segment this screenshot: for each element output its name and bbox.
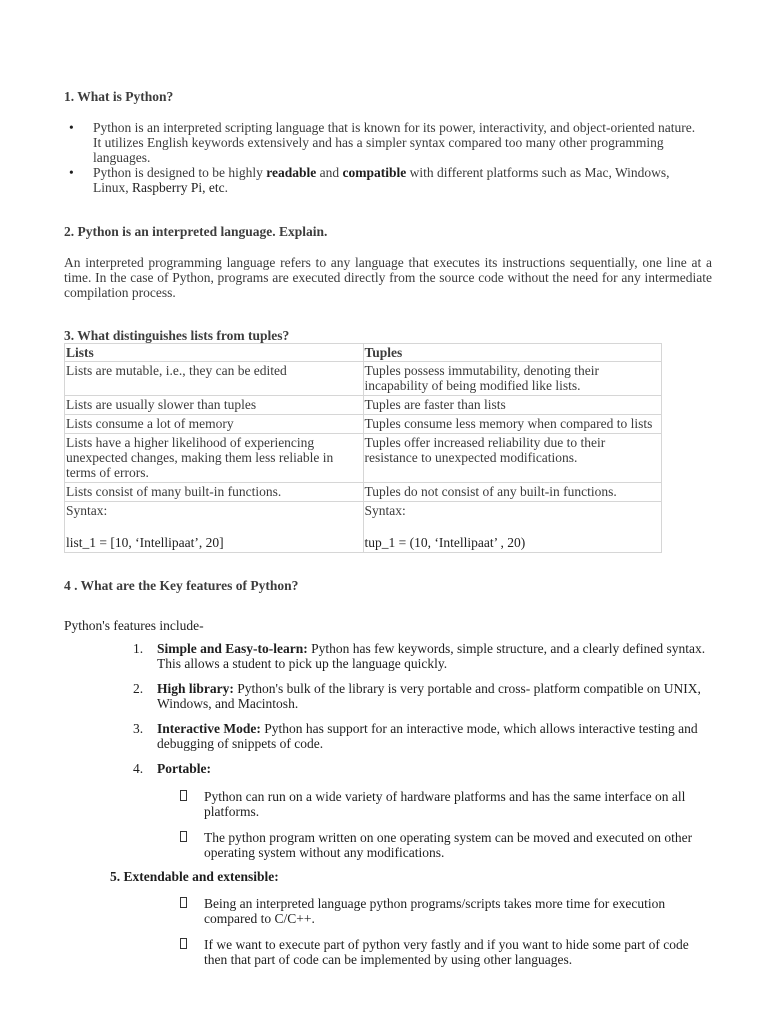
q1-bullet-2-and: and (316, 165, 343, 180)
feature-title: Simple and Easy-to-learn: (157, 641, 308, 656)
q1-bullet-1 (64, 120, 704, 165)
q1-heading: 1. What is Python? (64, 89, 174, 104)
checkbox-glyph-icon (180, 897, 187, 908)
feature-text: Python's bulk of the library is very portable and cross- platform compatible on UNIX, Windows, and Macintosh. (157, 681, 701, 711)
bullet-icon: • (69, 120, 74, 135)
extend-point-text: If we want to execute part of python very fastly and if you want to hide some part of code then that part of code can be implemented by using other languages. (204, 937, 689, 967)
feature-number: 1. (133, 641, 144, 656)
tuple-syntax-code: tup_1 = (10, ‘Intellipaat’ , 20) (364, 535, 526, 550)
feature-item-1 (124, 641, 714, 671)
extend-point-1 (180, 896, 710, 926)
list-syntax-cell (65, 502, 364, 553)
syntax-label: Syntax: (66, 503, 108, 518)
extendable-heading: 5. Extendable and extensible: (110, 869, 279, 884)
table-row (65, 396, 662, 415)
portable-point-text: The python program written on one operating system can be moved and executed on other operating system without any modifications. (204, 830, 693, 860)
table-row-syntax (65, 502, 662, 553)
lists-vs-tuples-table (64, 343, 662, 553)
col-header-lists: Lists (65, 344, 364, 362)
features-list (124, 641, 714, 786)
q4-intro: Python's features include- (64, 618, 204, 633)
col-header-tuples: Tuples (363, 344, 662, 362)
table-row (65, 415, 662, 434)
bullet-icon: • (69, 165, 74, 180)
tuple-syntax-cell (363, 502, 662, 553)
q4-heading: 4 . What are the Key features of Python? (64, 578, 299, 593)
table-row (65, 483, 662, 502)
checkbox-glyph-icon (180, 790, 187, 801)
q1-bullet-2-platforms: with different platforms such as Mac, Windows, Linux, (93, 165, 670, 195)
table-cell: Tuples are faster than lists (363, 396, 662, 415)
portable-point-1 (180, 789, 710, 819)
feature-text: Python has support for an interactive mode, which allows interactive testing and debugging of snippets of code. (157, 721, 698, 751)
q3-heading: 3. What distinguishes lists from tuples? (64, 328, 290, 343)
feature-number: 4. (133, 761, 144, 776)
feature-title: Portable: (157, 761, 211, 776)
table-cell: Lists are mutable, i.e., they can be edited (65, 362, 364, 396)
table-cell: Lists are usually slower than tuples (65, 396, 364, 415)
table-cell: Lists consume a lot of memory (65, 415, 364, 434)
table-cell: Tuples possess immutability, denoting their incapability of being modified like lists. (363, 362, 662, 396)
feature-item-3 (124, 721, 714, 751)
extend-point-text: Being an interpreted language python programs/scripts takes more time for execution compared to C/C++. (204, 896, 666, 926)
q1-bullet-1-text: Python is an interpreted scripting language that is known for its power, interactivity, and object-oriented nature. It utilizes English keywords extensively and has a simpler syntax compared too many other programming languages. (93, 120, 696, 165)
readable-bold: readable (266, 165, 317, 180)
portable-point-text: Python can run on a wide variety of hardware platforms and has the same interface on all platforms. (204, 789, 686, 819)
q1-bullet-2-end: . (224, 180, 228, 195)
table-cell: Lists have a higher likelihood of experiencing unexpected changes, making them less reliable in terms of errors. (65, 434, 364, 483)
q1-bullet-2 (64, 165, 704, 195)
checkbox-glyph-icon (180, 938, 187, 949)
feature-item-4 (124, 761, 714, 776)
list-syntax-code: list_1 = [10, ‘Intellipaat’, 20] (66, 535, 224, 550)
table-header-row (65, 344, 662, 362)
feature-item-2 (124, 681, 714, 711)
compatible-bold: compatible (342, 165, 407, 180)
table-row (65, 434, 662, 483)
table-row (65, 362, 662, 396)
q1-bullet-list (64, 120, 704, 195)
table-cell: Tuples do not consist of any built-in functions. (363, 483, 662, 502)
q2-heading: 2. Python is an interpreted language. Explain. (64, 224, 328, 239)
table-cell: Tuples offer increased reliability due to their resistance to unexpected modifications. (363, 434, 662, 483)
feature-text: Python has few keywords, simple structure, and a clearly defined syntax. This allows a student to pick up the language quickly. (157, 641, 706, 671)
portable-point-2 (180, 830, 710, 860)
feature-title: High library: (157, 681, 234, 696)
q1-bullet-2-raspberry: Raspberry Pi, etc (132, 180, 225, 195)
checkbox-glyph-icon (180, 831, 187, 842)
q1-bullet-2-text: Python is designed to be highly (93, 165, 267, 180)
table-cell: Lists consist of many built-in functions. (65, 483, 364, 502)
syntax-label: Syntax: (364, 503, 406, 518)
q2-body: An interpreted programming language refers to any language that executes its instructions sequentially, one line at a time. In the case of Python, programs are executed directly from the source code without the need for any intermediate compilation process. (64, 255, 712, 300)
feature-title: Interactive Mode: (157, 721, 261, 736)
extend-point-2 (180, 937, 710, 967)
feature-number: 2. (133, 681, 144, 696)
feature-number: 3. (133, 721, 144, 736)
table-cell: Tuples consume less memory when compared to lists (363, 415, 662, 434)
